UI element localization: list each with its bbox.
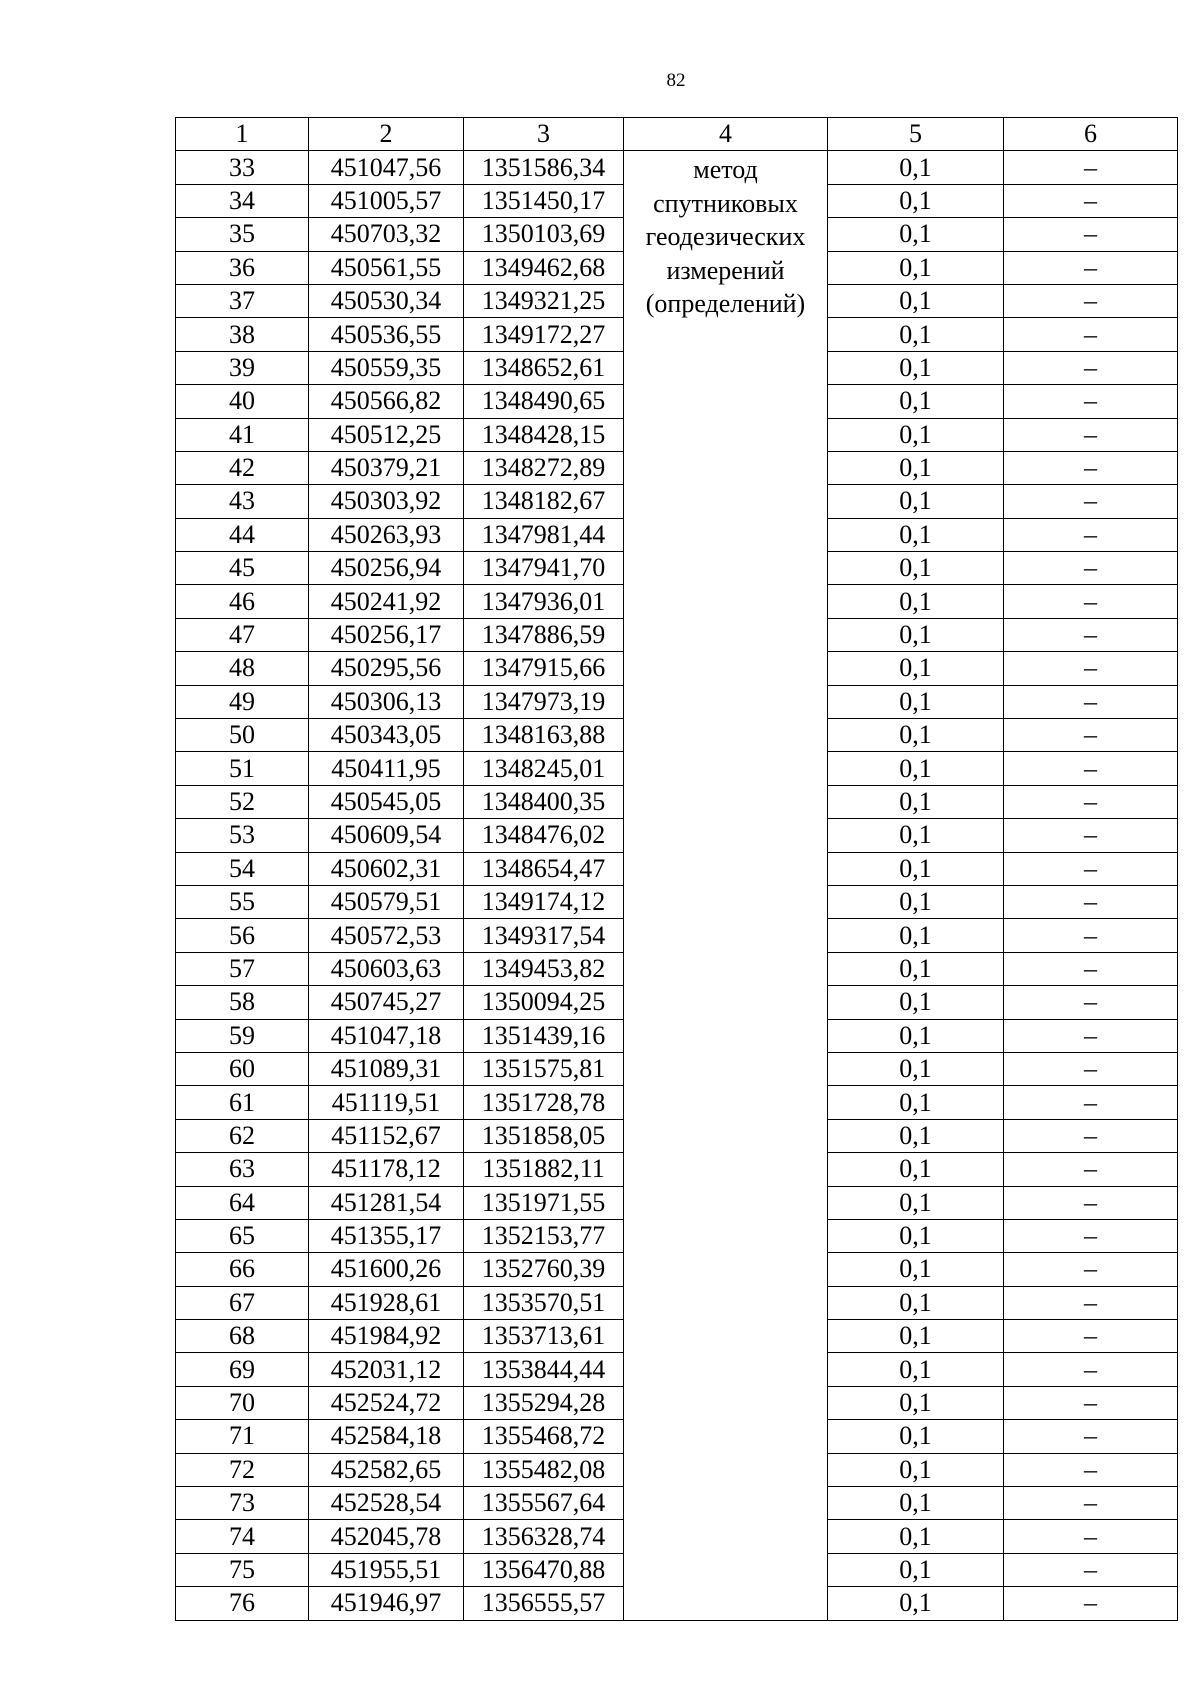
- x-coordinate-cell: 452528,54: [309, 1487, 464, 1520]
- dash-cell: –: [1004, 752, 1178, 785]
- table-row: [176, 151, 1178, 184]
- y-coordinate-cell: 1353570,51: [464, 1286, 624, 1319]
- accuracy-cell: 0,1: [828, 1453, 1004, 1486]
- method-text-line: спутниковых: [653, 188, 798, 218]
- accuracy-cell: 0,1: [828, 1353, 1004, 1386]
- point-number-cell: 42: [176, 451, 309, 484]
- y-coordinate-cell: 1348182,67: [464, 485, 624, 518]
- point-number-cell: 48: [176, 652, 309, 685]
- x-coordinate-cell: 451355,17: [309, 1219, 464, 1252]
- accuracy-cell: 0,1: [828, 1520, 1004, 1553]
- point-number-cell: 56: [176, 919, 309, 952]
- x-coordinate-cell: 450303,92: [309, 485, 464, 518]
- point-number-cell: 47: [176, 618, 309, 651]
- dash-cell: –: [1004, 1353, 1178, 1386]
- dash-cell: –: [1004, 351, 1178, 384]
- dash-cell: –: [1004, 385, 1178, 418]
- x-coordinate-cell: 450566,82: [309, 385, 464, 418]
- y-coordinate-cell: 1355294,28: [464, 1386, 624, 1419]
- accuracy-cell: 0,1: [828, 1553, 1004, 1586]
- point-number-cell: 44: [176, 518, 309, 551]
- method-text-line: геодезических: [645, 222, 806, 252]
- accuracy-cell: 0,1: [828, 451, 1004, 484]
- y-coordinate-cell: 1348428,15: [464, 418, 624, 451]
- y-coordinate-cell: 1353844,44: [464, 1353, 624, 1386]
- y-coordinate-cell: 1349174,12: [464, 885, 624, 918]
- accuracy-cell: 0,1: [828, 418, 1004, 451]
- accuracy-cell: 0,1: [828, 1086, 1004, 1119]
- dash-cell: –: [1004, 1153, 1178, 1186]
- y-coordinate-cell: 1355567,64: [464, 1487, 624, 1520]
- point-number-cell: 73: [176, 1487, 309, 1520]
- accuracy-cell: 0,1: [828, 885, 1004, 918]
- y-coordinate-cell: 1351439,16: [464, 1019, 624, 1052]
- x-coordinate-cell: 450530,34: [309, 284, 464, 317]
- y-coordinate-cell: 1347915,66: [464, 652, 624, 685]
- y-coordinate-cell: 1356328,74: [464, 1520, 624, 1553]
- x-coordinate-cell: 452524,72: [309, 1386, 464, 1419]
- dash-cell: –: [1004, 1587, 1178, 1620]
- point-number-cell: 49: [176, 685, 309, 718]
- x-coordinate-cell: 451928,61: [309, 1286, 464, 1319]
- x-coordinate-cell: 450579,51: [309, 885, 464, 918]
- y-coordinate-cell: 1348654,47: [464, 852, 624, 885]
- point-number-cell: 54: [176, 852, 309, 885]
- point-number-cell: 33: [176, 151, 309, 184]
- dash-cell: –: [1004, 1052, 1178, 1085]
- x-coordinate-cell: 452031,12: [309, 1353, 464, 1386]
- y-coordinate-cell: 1351450,17: [464, 184, 624, 217]
- accuracy-cell: 0,1: [828, 1119, 1004, 1152]
- dash-cell: –: [1004, 418, 1178, 451]
- header-cell: 2: [309, 118, 464, 151]
- accuracy-cell: 0,1: [828, 785, 1004, 818]
- method-text-line: измерений: [666, 255, 785, 285]
- accuracy-cell: 0,1: [828, 986, 1004, 1019]
- point-number-cell: 76: [176, 1587, 309, 1620]
- accuracy-cell: 0,1: [828, 218, 1004, 251]
- point-number-cell: 41: [176, 418, 309, 451]
- method-text-line: (определений): [645, 288, 806, 318]
- y-coordinate-cell: 1350103,69: [464, 218, 624, 251]
- x-coordinate-cell: 452045,78: [309, 1520, 464, 1553]
- dash-cell: –: [1004, 1119, 1178, 1152]
- x-coordinate-cell: 451005,57: [309, 184, 464, 217]
- dash-cell: –: [1004, 451, 1178, 484]
- y-coordinate-cell: 1356555,57: [464, 1587, 624, 1620]
- dash-cell: –: [1004, 819, 1178, 852]
- header-cell: 6: [1004, 118, 1178, 151]
- accuracy-cell: 0,1: [828, 1253, 1004, 1286]
- point-number-cell: 64: [176, 1186, 309, 1219]
- accuracy-cell: 0,1: [828, 1487, 1004, 1520]
- point-number-cell: 65: [176, 1219, 309, 1252]
- x-coordinate-cell: 450263,93: [309, 518, 464, 551]
- y-coordinate-cell: 1351586,34: [464, 151, 624, 184]
- point-number-cell: 50: [176, 719, 309, 752]
- x-coordinate-cell: 450256,94: [309, 552, 464, 585]
- accuracy-cell: 0,1: [828, 719, 1004, 752]
- point-number-cell: 52: [176, 785, 309, 818]
- x-coordinate-cell: 450603,63: [309, 952, 464, 985]
- x-coordinate-cell: 451600,26: [309, 1253, 464, 1286]
- x-coordinate-cell: 450609,54: [309, 819, 464, 852]
- x-coordinate-cell: 450512,25: [309, 418, 464, 451]
- y-coordinate-cell: 1350094,25: [464, 986, 624, 1019]
- method-text-line: метод: [693, 155, 758, 185]
- dash-cell: –: [1004, 552, 1178, 585]
- x-coordinate-cell: 451946,97: [309, 1587, 464, 1620]
- x-coordinate-cell: 450411,95: [309, 752, 464, 785]
- x-coordinate-cell: 451119,51: [309, 1086, 464, 1119]
- table-header-row: [176, 118, 1178, 151]
- point-number-cell: 66: [176, 1253, 309, 1286]
- accuracy-cell: 0,1: [828, 685, 1004, 718]
- y-coordinate-cell: 1348245,01: [464, 752, 624, 785]
- dash-cell: –: [1004, 1219, 1178, 1252]
- x-coordinate-cell: 451178,12: [309, 1153, 464, 1186]
- dash-cell: –: [1004, 719, 1178, 752]
- dash-cell: –: [1004, 1320, 1178, 1353]
- y-coordinate-cell: 1349317,54: [464, 919, 624, 952]
- point-number-cell: 46: [176, 585, 309, 618]
- dash-cell: –: [1004, 1086, 1178, 1119]
- y-coordinate-cell: 1347941,70: [464, 552, 624, 585]
- point-number-cell: 40: [176, 385, 309, 418]
- x-coordinate-cell: 450306,13: [309, 685, 464, 718]
- point-number-cell: 70: [176, 1386, 309, 1419]
- dash-cell: –: [1004, 1420, 1178, 1453]
- x-coordinate-cell: 452582,65: [309, 1453, 464, 1486]
- dash-cell: –: [1004, 1553, 1178, 1586]
- point-number-cell: 36: [176, 251, 309, 284]
- header-cell: 1: [176, 118, 309, 151]
- x-coordinate-cell: 450561,55: [309, 251, 464, 284]
- accuracy-cell: 0,1: [828, 1320, 1004, 1353]
- point-number-cell: 34: [176, 184, 309, 217]
- y-coordinate-cell: 1349462,68: [464, 251, 624, 284]
- accuracy-cell: 0,1: [828, 1052, 1004, 1085]
- dash-cell: –: [1004, 318, 1178, 351]
- point-number-cell: 51: [176, 752, 309, 785]
- point-number-cell: 60: [176, 1052, 309, 1085]
- accuracy-cell: 0,1: [828, 919, 1004, 952]
- x-coordinate-cell: 451089,31: [309, 1052, 464, 1085]
- accuracy-cell: 0,1: [828, 1286, 1004, 1319]
- point-number-cell: 62: [176, 1119, 309, 1152]
- point-number-cell: 57: [176, 952, 309, 985]
- y-coordinate-cell: 1348272,89: [464, 451, 624, 484]
- y-coordinate-cell: 1348400,35: [464, 785, 624, 818]
- accuracy-cell: 0,1: [828, 618, 1004, 651]
- accuracy-cell: 0,1: [828, 385, 1004, 418]
- point-number-cell: 58: [176, 986, 309, 1019]
- dash-cell: –: [1004, 1253, 1178, 1286]
- y-coordinate-cell: 1348476,02: [464, 819, 624, 852]
- accuracy-cell: 0,1: [828, 1420, 1004, 1453]
- dash-cell: –: [1004, 685, 1178, 718]
- dash-cell: –: [1004, 618, 1178, 651]
- y-coordinate-cell: 1348163,88: [464, 719, 624, 752]
- x-coordinate-cell: 450256,17: [309, 618, 464, 651]
- y-coordinate-cell: 1351858,05: [464, 1119, 624, 1152]
- point-number-cell: 71: [176, 1420, 309, 1453]
- accuracy-cell: 0,1: [828, 1019, 1004, 1052]
- dash-cell: –: [1004, 785, 1178, 818]
- y-coordinate-cell: 1347981,44: [464, 518, 624, 551]
- y-coordinate-cell: 1351971,55: [464, 1186, 624, 1219]
- dash-cell: –: [1004, 1019, 1178, 1052]
- x-coordinate-cell: 451152,67: [309, 1119, 464, 1152]
- accuracy-cell: 0,1: [828, 318, 1004, 351]
- dash-cell: –: [1004, 919, 1178, 952]
- dash-cell: –: [1004, 1186, 1178, 1219]
- x-coordinate-cell: 450241,92: [309, 585, 464, 618]
- y-coordinate-cell: 1349321,25: [464, 284, 624, 317]
- dash-cell: –: [1004, 284, 1178, 317]
- y-coordinate-cell: 1348652,61: [464, 351, 624, 384]
- y-coordinate-cell: 1352760,39: [464, 1253, 624, 1286]
- dash-cell: –: [1004, 1520, 1178, 1553]
- point-number-cell: 53: [176, 819, 309, 852]
- y-coordinate-cell: 1352153,77: [464, 1219, 624, 1252]
- point-number-cell: 35: [176, 218, 309, 251]
- accuracy-cell: 0,1: [828, 552, 1004, 585]
- dash-cell: –: [1004, 485, 1178, 518]
- point-number-cell: 74: [176, 1520, 309, 1553]
- x-coordinate-cell: 450295,56: [309, 652, 464, 685]
- dash-cell: –: [1004, 1386, 1178, 1419]
- point-number-cell: 37: [176, 284, 309, 317]
- dash-cell: –: [1004, 852, 1178, 885]
- accuracy-cell: 0,1: [828, 1219, 1004, 1252]
- dash-cell: –: [1004, 986, 1178, 1019]
- point-number-cell: 75: [176, 1553, 309, 1586]
- y-coordinate-cell: 1351575,81: [464, 1052, 624, 1085]
- y-coordinate-cell: 1356470,88: [464, 1553, 624, 1586]
- y-coordinate-cell: 1347936,01: [464, 585, 624, 618]
- accuracy-cell: 0,1: [828, 752, 1004, 785]
- x-coordinate-cell: 451984,92: [309, 1320, 464, 1353]
- accuracy-cell: 0,1: [828, 1186, 1004, 1219]
- accuracy-cell: 0,1: [828, 819, 1004, 852]
- point-number-cell: 63: [176, 1153, 309, 1186]
- x-coordinate-cell: 450559,35: [309, 351, 464, 384]
- accuracy-cell: 0,1: [828, 585, 1004, 618]
- point-number-cell: 61: [176, 1086, 309, 1119]
- x-coordinate-cell: 450602,31: [309, 852, 464, 885]
- dash-cell: –: [1004, 251, 1178, 284]
- dash-cell: –: [1004, 1453, 1178, 1486]
- point-number-cell: 72: [176, 1453, 309, 1486]
- point-number-cell: 68: [176, 1320, 309, 1353]
- dash-cell: –: [1004, 585, 1178, 618]
- x-coordinate-cell: 450536,55: [309, 318, 464, 351]
- accuracy-cell: 0,1: [828, 1587, 1004, 1620]
- header-cell: 3: [464, 118, 624, 151]
- y-coordinate-cell: 1349172,27: [464, 318, 624, 351]
- dash-cell: –: [1004, 1286, 1178, 1319]
- point-number-cell: 59: [176, 1019, 309, 1052]
- accuracy-cell: 0,1: [828, 485, 1004, 518]
- page-number: 82: [666, 70, 686, 91]
- method-cell: [624, 151, 828, 1620]
- dash-cell: –: [1004, 218, 1178, 251]
- x-coordinate-cell: 450703,32: [309, 218, 464, 251]
- accuracy-cell: 0,1: [828, 351, 1004, 384]
- x-coordinate-cell: 450545,05: [309, 785, 464, 818]
- header-cell: 4: [624, 118, 828, 151]
- x-coordinate-cell: 452584,18: [309, 1420, 464, 1453]
- y-coordinate-cell: 1353713,61: [464, 1320, 624, 1353]
- accuracy-cell: 0,1: [828, 284, 1004, 317]
- accuracy-cell: 0,1: [828, 1153, 1004, 1186]
- coordinates-table: [175, 117, 1178, 1621]
- point-number-cell: 39: [176, 351, 309, 384]
- y-coordinate-cell: 1347886,59: [464, 618, 624, 651]
- point-number-cell: 69: [176, 1353, 309, 1386]
- accuracy-cell: 0,1: [828, 184, 1004, 217]
- y-coordinate-cell: 1347973,19: [464, 685, 624, 718]
- point-number-cell: 45: [176, 552, 309, 585]
- y-coordinate-cell: 1355482,08: [464, 1453, 624, 1486]
- y-coordinate-cell: 1351728,78: [464, 1086, 624, 1119]
- dash-cell: –: [1004, 652, 1178, 685]
- y-coordinate-cell: 1349453,82: [464, 952, 624, 985]
- dash-cell: –: [1004, 151, 1178, 184]
- dash-cell: –: [1004, 518, 1178, 551]
- accuracy-cell: 0,1: [828, 652, 1004, 685]
- point-number-cell: 38: [176, 318, 309, 351]
- dash-cell: –: [1004, 1487, 1178, 1520]
- accuracy-cell: 0,1: [828, 1386, 1004, 1419]
- accuracy-cell: 0,1: [828, 518, 1004, 551]
- accuracy-cell: 0,1: [828, 151, 1004, 184]
- point-number-cell: 55: [176, 885, 309, 918]
- y-coordinate-cell: 1355468,72: [464, 1420, 624, 1453]
- accuracy-cell: 0,1: [828, 251, 1004, 284]
- point-number-cell: 43: [176, 485, 309, 518]
- y-coordinate-cell: 1351882,11: [464, 1153, 624, 1186]
- dash-cell: –: [1004, 952, 1178, 985]
- header-cell: 5: [828, 118, 1004, 151]
- y-coordinate-cell: 1348490,65: [464, 385, 624, 418]
- x-coordinate-cell: 450745,27: [309, 986, 464, 1019]
- x-coordinate-cell: 450572,53: [309, 919, 464, 952]
- x-coordinate-cell: 451047,18: [309, 1019, 464, 1052]
- accuracy-cell: 0,1: [828, 852, 1004, 885]
- dash-cell: –: [1004, 885, 1178, 918]
- dash-cell: –: [1004, 184, 1178, 217]
- x-coordinate-cell: 451047,56: [309, 151, 464, 184]
- x-coordinate-cell: 451281,54: [309, 1186, 464, 1219]
- x-coordinate-cell: 451955,51: [309, 1553, 464, 1586]
- x-coordinate-cell: 450379,21: [309, 451, 464, 484]
- point-number-cell: 67: [176, 1286, 309, 1319]
- table-body: [176, 118, 1178, 1621]
- x-coordinate-cell: 450343,05: [309, 719, 464, 752]
- accuracy-cell: 0,1: [828, 952, 1004, 985]
